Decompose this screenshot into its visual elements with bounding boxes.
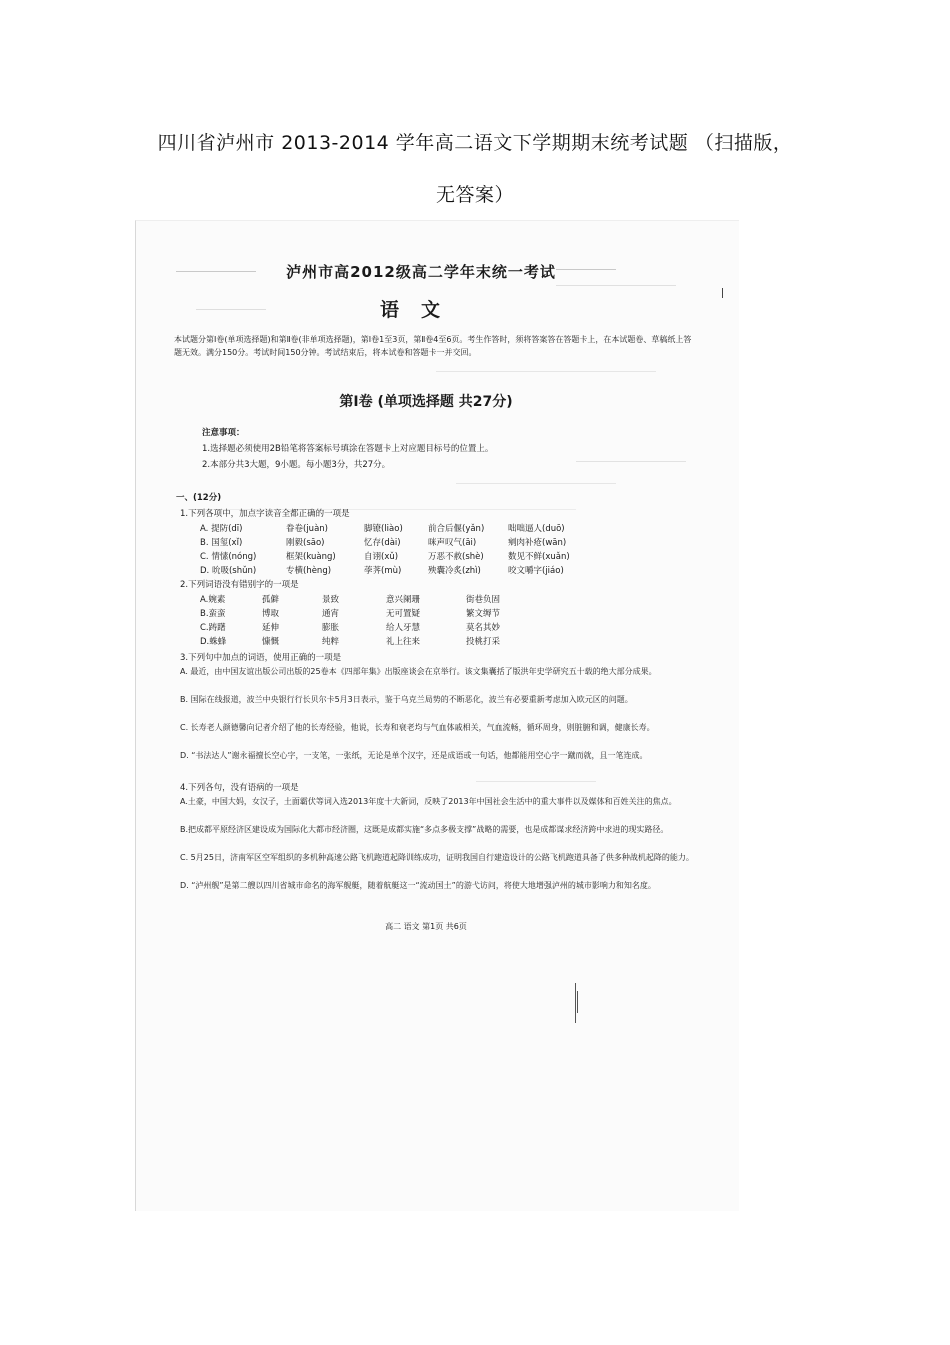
- question-option: C. 5月25日，济南军区空军组织的多机种高速公路飞机跑道起降训练成功，证明我国自行建造设计的公路飞机跑道具备了供多种战机起降的能力。: [180, 853, 694, 862]
- option-cell: 纯粹: [322, 637, 340, 647]
- scanned-exam-page: [135, 220, 739, 1211]
- option-cell: 刚毅(sāo): [286, 538, 325, 548]
- option-cell: 博取: [262, 609, 280, 619]
- question-option: A. 最近，由中国友谊出版公司出版的25卷本《四部年集》出版座谈会在京举行。该文集囊括了版洪年史学研究五十载的绝大部分成果。: [180, 667, 657, 676]
- question-option: B. 国际在线报道，波兰中央银行行长贝尔卡5月3日表示，鉴于乌克兰局势的不断恶化，波兰有必要重新考虑加入欧元区的问题。: [180, 695, 633, 704]
- option-cell: 数见不鲜(xuǎn): [508, 552, 570, 562]
- question-stem: 1.下列各项中，加点字读音全都正确的一项是: [180, 509, 350, 519]
- option-cell: B.蛮蛮: [200, 609, 226, 619]
- option-cell: 无可置疑: [386, 609, 421, 619]
- question-stem: 3.下列句中加点的词语，使用正确的一项是: [180, 653, 342, 663]
- question-option: A.土豪，中国大妈，女汉子，土面霸伏等词入选2013年度十大新词，反映了2013年中国社会生活中的重大事件以及媒体和百姓关注的焦点。: [180, 797, 677, 806]
- option-cell: 投桃打采: [466, 637, 501, 647]
- option-cell: 殃囊冷炙(zhì): [428, 566, 481, 576]
- option-cell: 前合后偃(yǎn): [428, 524, 485, 534]
- part-one-heading: 第Ⅰ卷 (单项选择题 共27分): [339, 394, 513, 410]
- option-cell: C. 情愫(nóng): [200, 552, 257, 562]
- option-cell: 膨胀: [322, 623, 340, 633]
- option-cell: 剜肉补疮(wān): [508, 538, 567, 548]
- option-cell: 忆存(dài): [364, 538, 401, 548]
- question-option: C. 长寿老人颜德馨向记者介绍了他的长寿经验，他说，长寿和衰老均与气血体戚相关，气血流畅，循环周身，则脏腑和调，健康长寿。: [180, 723, 655, 732]
- option-cell: 孤僻: [262, 595, 280, 605]
- option-cell: 意兴阑珊: [386, 595, 421, 605]
- note-item: 1.选择题必须使用2B铅笔将答案标号填涂在答题卡上对应题目标号的位置上。: [202, 444, 494, 454]
- option-cell: 万恶不赦(shè): [428, 552, 484, 562]
- option-cell: A. 提防(dī): [200, 524, 243, 534]
- question-option: D. “书法达人”谢永福擅长空心字，一支笔，一张纸，无论是单个汉字，还是成语或一句话，他都能用空心字一蹴而就，且一笔连成。: [180, 751, 648, 760]
- option-cell: 咄咄逼人(duō): [508, 524, 565, 534]
- option-cell: D. 吮吸(shǔn): [200, 566, 257, 576]
- option-cell: 繁文缛节: [466, 609, 501, 619]
- option-cell: 脚镣(liào): [364, 524, 403, 534]
- document-title-line-2: 无答案）: [435, 184, 514, 206]
- question-stem: 4.下列各句，没有语病的一项是: [180, 783, 299, 793]
- scan-artifact-mark: [722, 288, 723, 298]
- option-cell: C.踌躇: [200, 623, 226, 633]
- note-item: 2.本部分共3大题，9小题。每小题3分，共27分。: [202, 460, 391, 470]
- option-cell: 通宵: [322, 609, 340, 619]
- question-option: B.把成都平原经济区建设成为国际化大都市经济圈，这既是成都实施“多点多极支撑”战略的需要，也是成都谋求经济跨中求进的现实路径。: [180, 825, 669, 834]
- page-footer: 高二 语文 第1页 共6页: [385, 922, 467, 931]
- option-cell: 礼上往来: [386, 637, 421, 647]
- exam-header: 泸州市高2012级高二学年末统一考试: [286, 263, 556, 281]
- option-cell: 眷卷(juàn): [286, 524, 328, 534]
- option-cell: 咪声叹气(āi): [428, 538, 477, 548]
- exam-instructions: 本试题分第Ⅰ卷(单项选择题)和第Ⅱ卷(非单项选择题)，第Ⅰ卷1至3页，第Ⅱ卷4至6页。考生作答时，须将答案答在答题卡上，在本试题卷、草稿纸上答题无效。满分150分。考试时间150分钟。考试结束后，将本试卷和答题卡一并交回。: [174, 335, 692, 357]
- option-cell: 给人牙慧: [386, 623, 421, 633]
- option-cell: D.蛛蜂: [200, 637, 227, 647]
- option-cell: 荸荠(mù): [364, 566, 402, 576]
- question-option: D. “泸州舰”是第二艘以四川省城市命名的海军舰艇，随着航艇这一“流动国土”的游弋访问，将使大地增强泸州的城市影响力和知名度。: [180, 881, 656, 890]
- document-title-line-1: 四川省泸州市 2013-2014 学年高二语文下学期期末统考试题 （扫描版，: [157, 132, 793, 154]
- option-cell: 莫名其妙: [466, 623, 501, 633]
- exam-subject: 语文: [379, 299, 462, 321]
- option-cell: 咬文嚼字(jiáo): [508, 566, 564, 576]
- section-heading: 一、(12分): [176, 493, 222, 503]
- option-cell: 自诩(xǔ): [364, 552, 399, 562]
- notes-heading: 注意事项：: [202, 428, 245, 438]
- option-cell: A.婉素: [200, 595, 226, 605]
- question-stem: 2.下列词语没有错别字的一项是: [180, 580, 299, 590]
- option-cell: 景致: [322, 595, 340, 605]
- option-cell: 街巷负固: [466, 595, 501, 605]
- option-cell: 框架(kuàng): [286, 552, 336, 562]
- option-cell: B. 国玺(xǐ): [200, 538, 243, 548]
- option-cell: 慷慨: [262, 637, 280, 647]
- option-cell: 专横(hèng): [286, 566, 332, 576]
- option-cell: 延伸: [262, 623, 280, 633]
